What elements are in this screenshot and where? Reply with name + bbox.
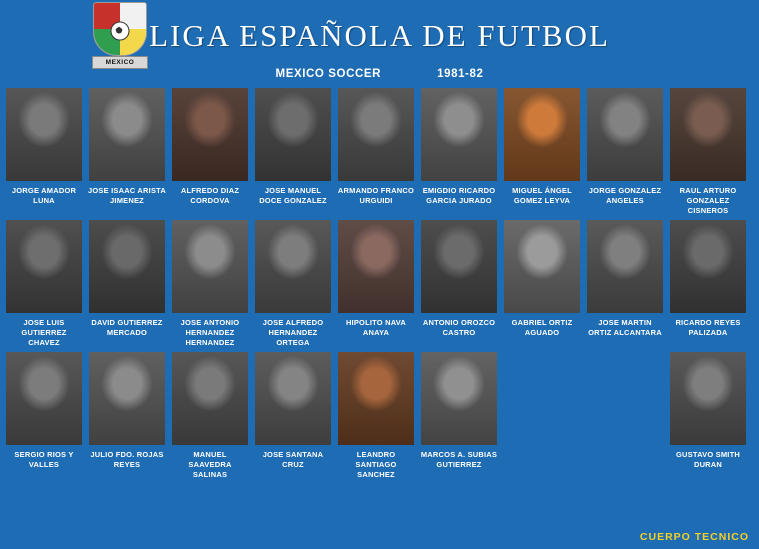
player-photo [6, 88, 82, 181]
player-card[interactable] [6, 220, 82, 348]
face-image [421, 352, 497, 445]
player-name: GABRIEL ORTIZ AGUADO [511, 318, 573, 337]
player-photo [670, 88, 746, 181]
player-card[interactable] [421, 88, 497, 216]
face-image [255, 220, 331, 313]
player-photo [338, 352, 414, 445]
player-name: JOSE ANTONIO HERNANDEZ HERNANDEZ [180, 318, 240, 347]
player-row [6, 352, 753, 480]
player-card[interactable] [255, 352, 331, 480]
face-image [587, 220, 663, 313]
player-card[interactable] [587, 220, 663, 348]
face-image [6, 88, 82, 181]
subtitle-league: MEXICO SOCCER [275, 68, 382, 80]
player-photo [255, 220, 331, 313]
face-image [670, 352, 746, 445]
player-photo [421, 352, 497, 445]
face-image [172, 220, 248, 313]
player-name: EMIGDIO RICARDO GARCIA JURADO [422, 186, 496, 205]
player-name: JOSE ISAAC ARISTA JIMENEZ [88, 186, 166, 205]
player-photo [172, 220, 248, 313]
player-name: JOSE LUIS GUTIERREZ CHAVEZ [21, 318, 67, 347]
player-photo [504, 220, 580, 313]
player-photo [172, 88, 248, 181]
player-card[interactable] [6, 352, 82, 480]
crest-shield [93, 2, 147, 56]
player-row [6, 88, 753, 216]
page-title: LIGA ESPAÑOLA DE FUTBOL [149, 18, 610, 53]
face-image [504, 88, 580, 181]
face-image [6, 220, 82, 313]
player-name: SERGIO RIOS Y VALLES [14, 450, 74, 469]
player-photo [670, 352, 746, 445]
face-image [338, 352, 414, 445]
player-photo [670, 220, 746, 313]
player-photo [89, 220, 165, 313]
footer-label: CUERPO TECNICO [639, 531, 749, 543]
player-name: RAUL ARTURO GONZALEZ CISNEROS [679, 186, 737, 215]
player-photo [338, 88, 414, 181]
face-image [338, 220, 414, 313]
player-name: DAVID GUTIERREZ MERCADO [91, 318, 163, 337]
face-image [255, 352, 331, 445]
player-name: MARCOS A. SUBIAS GUTIERREZ [420, 450, 498, 469]
player-name: MANUEL SAAVEDRA SALINAS [188, 450, 232, 479]
player-photo [587, 88, 663, 181]
face-image [587, 88, 663, 181]
player-card[interactable] [587, 88, 663, 216]
poster-header [0, 0, 759, 88]
player-card[interactable] [6, 88, 82, 216]
player-grid [0, 88, 759, 480]
face-image [421, 88, 497, 181]
player-photo [338, 220, 414, 313]
player-card[interactable] [670, 88, 746, 216]
player-name: GUSTAVO SMITH DURAN [676, 450, 740, 469]
player-card[interactable] [504, 88, 580, 216]
face-image [670, 88, 746, 181]
player-card[interactable] [172, 352, 248, 480]
player-card[interactable] [172, 88, 248, 216]
player-name: JOSE MARTIN ORTIZ ALCANTARA [588, 318, 662, 337]
player-photo [172, 352, 248, 445]
player-card[interactable] [172, 220, 248, 348]
player-name: JOSE SANTANA CRUZ [262, 450, 324, 469]
player-name: JORGE GONZALEZ ANGELES [588, 186, 662, 205]
player-name: JOSE MANUEL DOCE GONZALEZ [259, 186, 327, 205]
face-image [89, 220, 165, 313]
player-name: ALFREDO DIAZ CORDOVA [180, 186, 240, 205]
player-name: JORGE AMADOR LUNA [11, 186, 77, 205]
player-photo [6, 220, 82, 313]
soccer-ball-icon [111, 22, 130, 41]
face-image [338, 88, 414, 181]
player-card[interactable] [421, 352, 497, 480]
player-photo [421, 88, 497, 181]
face-image [421, 220, 497, 313]
player-card[interactable] [338, 220, 414, 348]
player-photo [421, 220, 497, 313]
crest-label: MEXICO [92, 56, 148, 69]
player-photo [504, 88, 580, 181]
mexico-crest-icon [92, 2, 148, 70]
player-name: ARMANDO FRANCO URGUIDI [337, 186, 415, 205]
subtitle-season: 1981-82 [437, 68, 484, 80]
player-photo [89, 352, 165, 445]
player-name: LEANDRO SANTIAGO SANCHEZ [355, 450, 397, 479]
face-image [172, 352, 248, 445]
player-name: MIGUEL ÁNGEL GOMEZ LEYVA [512, 186, 572, 205]
player-card[interactable] [504, 220, 580, 348]
player-name: RICARDO REYES PALIZADA [675, 318, 741, 337]
player-card[interactable] [89, 88, 165, 216]
player-card[interactable] [670, 220, 746, 348]
player-card[interactable] [255, 88, 331, 216]
player-card[interactable] [338, 88, 414, 216]
player-photo [89, 88, 165, 181]
face-image [172, 88, 248, 181]
player-card[interactable] [255, 220, 331, 348]
player-card[interactable] [338, 352, 414, 480]
face-image [255, 88, 331, 181]
face-image [670, 220, 746, 313]
player-photo [587, 220, 663, 313]
player-photo [255, 352, 331, 445]
face-image [89, 88, 165, 181]
player-card[interactable] [89, 220, 165, 348]
face-image [504, 220, 580, 313]
player-card[interactable] [89, 352, 165, 480]
player-name: JULIO FDO. ROJAS REYES [90, 450, 164, 469]
player-photo [6, 352, 82, 445]
player-name: ANTONIO OROZCO CASTRO [422, 318, 496, 337]
player-name: HIPOLITO NAVA ANAYA [345, 318, 407, 337]
face-image [89, 352, 165, 445]
player-photo [255, 88, 331, 181]
player-name: JOSE ALFREDO HERNANDEZ ORTEGA [262, 318, 324, 347]
player-card[interactable] [670, 352, 746, 480]
player-row [6, 220, 753, 348]
player-card[interactable] [421, 220, 497, 348]
face-image [6, 352, 82, 445]
